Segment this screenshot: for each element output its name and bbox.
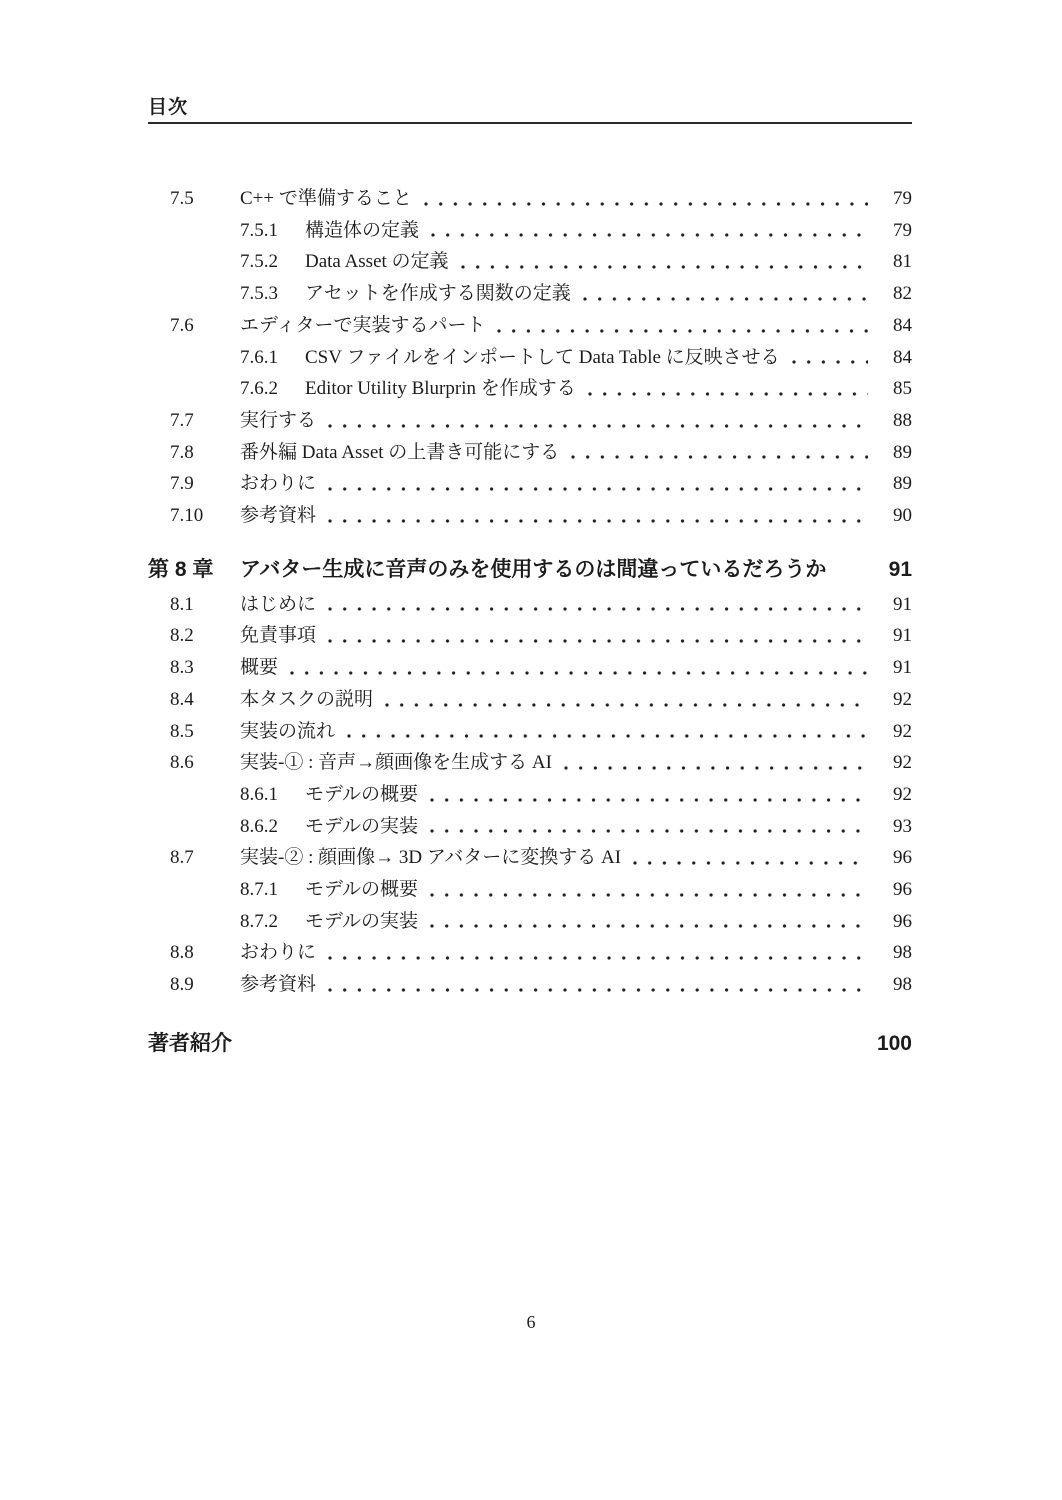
toc-dot-leader bbox=[328, 956, 868, 960]
toc-entry-number: 8.4 bbox=[170, 688, 194, 710]
toc-entry-page: 96 bbox=[893, 910, 912, 932]
toc-entry-8.6[interactable] bbox=[148, 747, 912, 779]
toc-entry-page: 96 bbox=[893, 879, 912, 901]
toc-entry-8.1[interactable] bbox=[148, 589, 912, 621]
toc-entry-backmatter[interactable] bbox=[148, 1027, 912, 1061]
toc-entry-page: 93 bbox=[893, 815, 912, 837]
toc-entry-number: 7.5.3 bbox=[240, 283, 278, 305]
running-header bbox=[148, 92, 912, 124]
toc-entry-7.6.1[interactable] bbox=[148, 342, 912, 374]
toc-entry-title: モデルの概要 bbox=[305, 783, 419, 805]
toc-entry-8.7.2[interactable] bbox=[148, 906, 912, 938]
toc-entry-8.4[interactable] bbox=[148, 684, 912, 716]
folio bbox=[0, 1312, 1062, 1333]
page-header-title: 目次 bbox=[148, 97, 189, 118]
toc-entry-number: 7.7 bbox=[170, 409, 194, 431]
toc-entry-page: 91 bbox=[893, 657, 912, 679]
toc-entry-number: 7.6 bbox=[170, 314, 194, 336]
toc-entry-title: 参考資料 bbox=[240, 505, 317, 527]
toc-entry-number: 8.5 bbox=[170, 720, 194, 742]
toc-entry-number: 7.5 bbox=[170, 188, 194, 209]
toc-entry-title: 参考資料 bbox=[240, 974, 317, 996]
toc-entry-page: 89 bbox=[893, 473, 912, 495]
toc-entry-7.5.3[interactable] bbox=[148, 278, 912, 310]
toc-entry-title: エディターで実装するパート bbox=[240, 314, 486, 336]
toc-entry-page: 88 bbox=[893, 409, 912, 431]
toc-entry-title: アセットを作成する関数の定義 bbox=[305, 283, 571, 305]
toc-entry-title: C++ で準備すること bbox=[240, 188, 412, 209]
toc-entry-page: 85 bbox=[893, 378, 912, 400]
toc-dot-leader bbox=[328, 519, 868, 523]
toc-entry-8.9[interactable] bbox=[148, 969, 912, 1001]
toc-entry-8.2[interactable] bbox=[148, 620, 912, 652]
toc-entry-page: 91 bbox=[893, 625, 912, 647]
toc-entry-7.9[interactable] bbox=[148, 468, 912, 500]
toc-entry-title: Editor Utility Blurprin を作成する bbox=[305, 378, 576, 400]
toc-entry-number: 7.6.1 bbox=[240, 346, 278, 368]
toc-dot-leader bbox=[571, 455, 868, 459]
toc-entry-title: 本タスクの説明 bbox=[240, 688, 374, 710]
toc-dot-leader bbox=[430, 893, 868, 897]
toc-entry-title: モデルの概要 bbox=[305, 879, 419, 901]
toc-entry-title: CSV ファイルをインポートして Data Table に反映させる bbox=[305, 346, 780, 368]
toc-entry-page: 91 bbox=[893, 593, 912, 615]
toc-entry-page: 82 bbox=[893, 283, 912, 305]
toc-dot-leader bbox=[328, 487, 868, 491]
toc-entry-7.8[interactable] bbox=[148, 437, 912, 469]
toc-entry-number: 第 8 章 bbox=[148, 557, 214, 581]
toc-entry-page: 98 bbox=[893, 974, 912, 996]
toc-entry-number: 7.5.1 bbox=[240, 219, 278, 241]
toc-entry-7.5.1[interactable] bbox=[148, 215, 912, 247]
toc-entry-page: 96 bbox=[893, 847, 912, 869]
page-number: 6 bbox=[526, 1312, 536, 1332]
toc-dot-leader bbox=[633, 861, 868, 865]
toc-dot-leader bbox=[328, 639, 868, 643]
toc-entry-number: 8.7.1 bbox=[240, 879, 278, 901]
toc-entry-page: 90 bbox=[893, 505, 912, 527]
toc-entry-8.7.1[interactable] bbox=[148, 874, 912, 906]
toc-dot-leader bbox=[564, 766, 868, 770]
toc-list bbox=[148, 183, 912, 1063]
toc-dot-leader bbox=[328, 988, 868, 992]
toc-entry-title: 実装の流れ bbox=[240, 720, 336, 742]
toc-entry-page: 84 bbox=[893, 346, 912, 368]
toc-entry-number: 8.8 bbox=[170, 942, 194, 964]
toc-entry-7.10[interactable] bbox=[148, 500, 912, 532]
toc-dot-leader bbox=[792, 360, 868, 364]
toc-entry-number: 7.6.2 bbox=[240, 378, 278, 400]
toc-entry-title: アバター生成に音声のみを使用するのは間違っているだろうか bbox=[240, 557, 827, 581]
toc-entry-title: 実行する bbox=[240, 409, 317, 431]
toc-entry-title: 免責事項 bbox=[240, 625, 317, 647]
toc-entry-number: 8.6.2 bbox=[240, 815, 278, 837]
toc-entry-8[interactable] bbox=[148, 553, 912, 587]
toc-entry-title: 実装-① : 音声→顔画像を生成する AI bbox=[240, 752, 552, 774]
toc-dot-leader bbox=[431, 233, 868, 237]
toc-entry-8.6.2[interactable] bbox=[148, 811, 912, 843]
toc-entry-7.6[interactable] bbox=[148, 310, 912, 342]
toc-entry-title: モデルの実装 bbox=[305, 815, 419, 837]
toc-entry-page: 92 bbox=[893, 752, 912, 774]
toc-entry-title: はじめに bbox=[240, 593, 317, 615]
toc-entry-8.3[interactable] bbox=[148, 652, 912, 684]
toc-entry-page: 79 bbox=[893, 188, 912, 209]
toc-entry-8.8[interactable] bbox=[148, 937, 912, 969]
toc-entry-number: 8.7 bbox=[170, 847, 194, 869]
toc-dot-leader bbox=[583, 297, 868, 301]
toc-entry-title: 実装-② : 顔画像→ 3D アバターに変換する AI bbox=[240, 847, 622, 869]
toc-entry-title: 概要 bbox=[240, 657, 279, 679]
toc-dot-leader bbox=[385, 703, 868, 707]
toc-dot-leader bbox=[347, 734, 868, 738]
toc-entry-page: 100 bbox=[876, 1031, 912, 1055]
toc-entry-title: 構造体の定義 bbox=[305, 219, 420, 241]
toc-entry-page: 98 bbox=[893, 942, 912, 964]
toc-entry-7.7[interactable] bbox=[148, 405, 912, 437]
toc-dot-leader bbox=[430, 829, 868, 833]
toc-entry-page: 81 bbox=[893, 251, 912, 273]
toc-entry-7.5[interactable] bbox=[148, 183, 912, 215]
toc-entry-title: 著者紹介 bbox=[148, 1031, 232, 1055]
toc-entry-title: おわりに bbox=[240, 473, 317, 495]
toc-entry-number: 8.7.2 bbox=[240, 910, 278, 932]
toc-dot-leader bbox=[461, 265, 868, 269]
toc-entry-8.7[interactable] bbox=[148, 842, 912, 874]
toc-entry-number: 7.8 bbox=[170, 441, 194, 463]
toc-dot-leader bbox=[244, 1048, 868, 1052]
toc-entry-7.5.2[interactable] bbox=[148, 246, 912, 278]
toc-entry-page: 92 bbox=[893, 720, 912, 742]
toc-entry-8.6.1[interactable] bbox=[148, 779, 912, 811]
toc-entry-number: 8.3 bbox=[170, 657, 194, 679]
toc-entry-page: 84 bbox=[893, 314, 912, 336]
toc-dot-leader bbox=[588, 392, 868, 396]
toc-entry-title: Data Asset の定義 bbox=[305, 251, 449, 273]
toc-dot-leader bbox=[290, 671, 868, 675]
toc-dot-leader bbox=[430, 924, 868, 928]
toc-dot-leader bbox=[430, 798, 868, 802]
toc-dot-leader bbox=[328, 607, 868, 611]
toc-entry-number: 7.5.2 bbox=[240, 251, 278, 273]
toc-dot-leader bbox=[497, 329, 868, 333]
toc-dot-leader bbox=[328, 424, 868, 428]
toc-entry-title: モデルの実装 bbox=[305, 910, 419, 932]
toc-dot-leader bbox=[838, 574, 868, 578]
toc-entry-number: 8.6 bbox=[170, 752, 194, 774]
toc-entry-7.6.2[interactable] bbox=[148, 373, 912, 405]
toc-entry-number: 8.6.1 bbox=[240, 783, 278, 805]
toc-entry-page: 92 bbox=[893, 688, 912, 710]
toc-entry-number: 7.9 bbox=[170, 473, 194, 495]
toc-entry-number: 8.9 bbox=[170, 974, 194, 996]
toc-entry-page: 79 bbox=[893, 219, 912, 241]
toc-entry-number: 7.10 bbox=[170, 505, 204, 527]
toc-entry-number: 8.1 bbox=[170, 593, 194, 615]
toc-entry-page: 89 bbox=[893, 441, 912, 463]
toc-dot-leader bbox=[424, 202, 868, 206]
toc-entry-title: おわりに bbox=[240, 942, 317, 964]
toc-entry-page: 91 bbox=[888, 557, 912, 581]
toc-entry-title: 番外編 Data Asset の上書き可能にする bbox=[240, 441, 560, 463]
toc-entry-page: 92 bbox=[893, 783, 912, 805]
toc-entry-8.5[interactable] bbox=[148, 716, 912, 748]
toc-entry-number: 8.2 bbox=[170, 625, 194, 647]
